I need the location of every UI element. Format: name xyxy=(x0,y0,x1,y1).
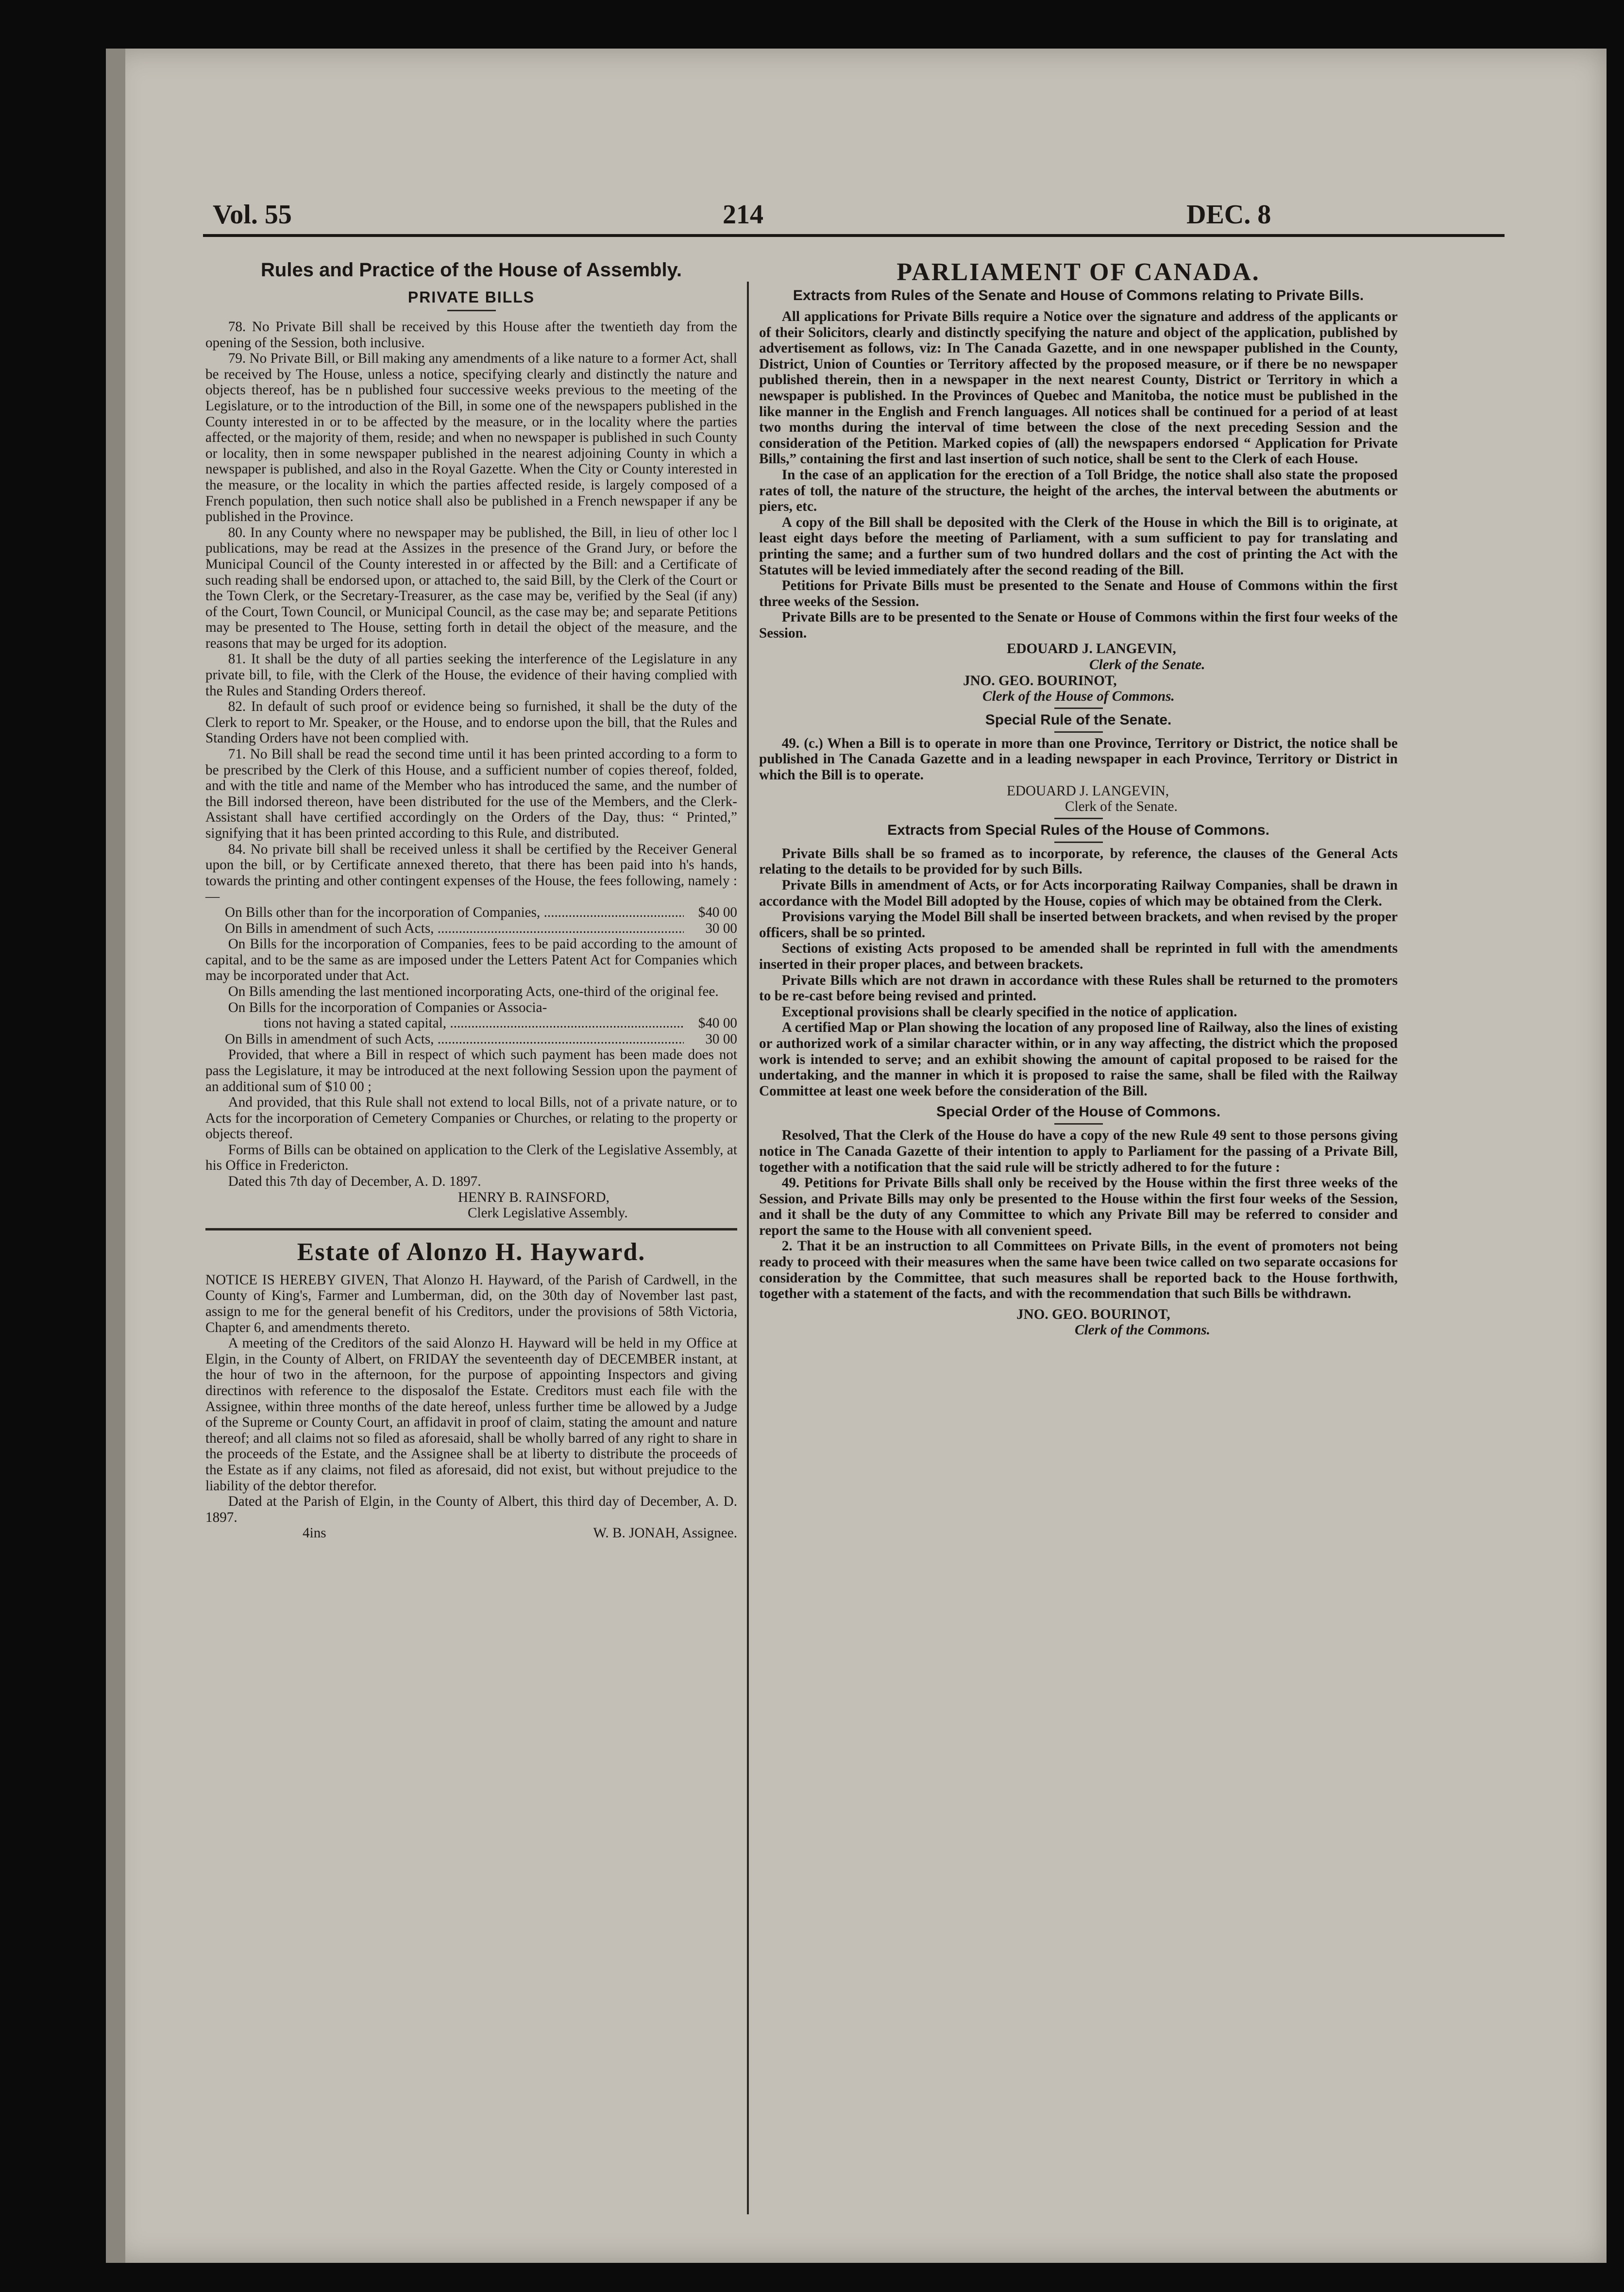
short-rule xyxy=(1054,818,1103,819)
presentation-para: Private Bills are to be presented to the Senate or House of Commons within the first four weeks of the Session. xyxy=(759,609,1398,641)
short-rule xyxy=(1054,842,1103,843)
signature-title: Clerk Legislative Assembly. xyxy=(468,1205,628,1221)
volume-number: Vol. 55 xyxy=(213,200,292,230)
newspaper-page xyxy=(111,49,1607,2263)
commons-clerk-name: JNO. GEO. BOURINOT, xyxy=(963,673,1117,689)
senate-clerk-name: EDOUARD J. LANGEVIN, xyxy=(1007,641,1176,657)
rule-84: 84. No private bill shall be received unless it shall be certified by the Receiver General upon the bill, or by Certificate annexed thereto, that there has been paid into h's hands, towards the printing and other contingent expenses of the House, the fees following, namely :— xyxy=(205,841,737,905)
special-senate-rule: 49. (c.) When a Bill is to operate in more than one Province, Territory or District, the notice shall be published in The Canada Gazette and in a leading newspaper in each Province, Territory or District in which the Bill is to operate. xyxy=(759,735,1398,783)
commons-clerk-title: Clerk of the House of Commons. xyxy=(982,689,1175,705)
provided-para: Provided, that where a Bill in respect of which such payment has been made does not pass the Legislature, it may be introduced at the next following Session upon the payment of an additional sum of $10 00 ; xyxy=(205,1047,737,1095)
commons-rule: Exceptional provisions shall be clearly specified in the notice of application. xyxy=(781,1004,1237,1020)
commons-rule: Private Bills in amendment of Acts, or for Acts incorporating Railway Companies, shall be drawn in accordance with the Model Bill adopted by the House, copies of which may be obtained from the Clerk. xyxy=(759,877,1398,909)
special-senate-title: Special Rule of the Senate. xyxy=(985,711,1172,728)
commons-rule: Private Bills shall be so framed as to incorporate, by reference, the clauses of the General Acts relating to the details to be provided for by such Bills. xyxy=(759,845,1398,877)
special-order-title: Special Order of the House of Commons. xyxy=(936,1104,1221,1120)
fee-line: tions not having a stated capital, ..... $40 00 xyxy=(205,1015,737,1031)
signature-name: HENRY B. RAINSFORD, xyxy=(458,1189,609,1205)
issue-date: DEC. 8 xyxy=(1186,200,1271,230)
senate-clerk-title-2: Clerk of the Senate. xyxy=(1065,799,1178,815)
assignee-signature: W. B. JONAH, Assignee. xyxy=(593,1525,737,1541)
fee-line: On Bills in amendment of such Acts, ..... 30 00 xyxy=(205,921,737,937)
senate-clerk-title: Clerk of the Senate. xyxy=(1089,657,1205,673)
rule-78: 78. No Private Bill shall be received by this House after the twentieth day from the opening of the Session, both inclusive. xyxy=(205,319,737,351)
commons-rule: Private Bills which are not drawn in accordance with these Rules shall be returned to the promoters to be re-cast before being revised and printed. xyxy=(759,972,1398,1004)
bill-copy-para: A copy of the Bill shall be deposited with the Clerk of the House in which the Bill is to originate, at least eight days before the meeting of Parliament, with a sum sufficient to pay for translating and printing the same; and a further sum of two hundred dollars and the cost of printing the Act with the Statutes will be levied immediately after the second reading of the Bill. xyxy=(759,514,1398,578)
commons-rule: A certified Map or Plan showing the location of any proposed line of Railway, also the lines of existing or authorized work of a similar character within, or in any way affecting, the district which the proposed work is intended to serve; and an exhibit showing the amount of capital proposed to be raised for the undertaking, and the manner in which it is proposed to raise the same, shall be filed with the Railway Committee at least one week before the consideration of the Bill. xyxy=(759,1020,1398,1099)
commons-rule: Sections of existing Acts proposed to be amended shall be reprinted in full with the amendments inserted in their proper places, and between brackets. xyxy=(759,941,1398,972)
estate-meeting: A meeting of the Creditors of the said Alonzo H. Hayward will be held in my Office at Elgin, in the County of Albert, on FRIDAY the seventeenth day of DECEMBER instant, at the hour of two in the afternoon, for the purpose of appointing Inspectors and giving directinos with reference to the disposalof the Estate. Creditors must each file with the Assignee, within three months of the date hereof, unless further time be allowed by a Judge of the Supreme or County Court, an affidavit in proof of claim, stating the amount and nature thereof; and all claims not so filed as aforesaid, shall be wholly barred of any right to share in the proceeds of the Estate, and the Assignee shall be at liberty to distribute the proceeds of the Estate as if any claims, not filed as aforesaid, did not exist, but without prejudice to the liability of the debtor therefor. xyxy=(205,1335,737,1494)
toll-bridge-para: In the case of an application for the erection of a Toll Bridge, the notice shall also state the proposed rates of toll, the nature of the structure, the height of the arches, the interval between the abutments or piers, etc. xyxy=(759,467,1398,515)
senate-clerk-name-2: EDOUARD J. LANGEVIN, xyxy=(1007,783,1169,799)
dated-line: Dated this 7th day of December, A. D. 1897. xyxy=(228,1174,481,1190)
commons-extracts-title: Extracts from Special Rules of the House of Commons. xyxy=(887,822,1269,838)
petitions-para: Petitions for Private Bills must be presented to the Senate and House of Commons within the first three weeks of the Session. xyxy=(759,578,1398,609)
rule-80: 80. In any County where no newspaper may be published, the Bill, in lieu of other loc l publications, may be read at the Assizes in the presence of the Grand Jury, or before the Municipal Council of the County interested in or affected by the Bill: and a Certificate of such reading shall be endorsed upon, or attached to, the said Bill, by the Clerk of the Court or the Town Clerk, or the Secretary-Treasurer, as the case may be, verified by the Seal (if any) of the Court, Town Council, or Municipal Council, as the case may be; and separate Petitions may be presented to The House, setting forth in detail the object of the measure, and the reasons that may be urged for its adoption. xyxy=(205,524,737,651)
extracts-subtitle: Extracts from Rules of the Senate and House of Commons relating to Private Bills. xyxy=(793,287,1364,303)
forms-para: Forms of Bills can be obtained on application to the Clerk of the Legislative Assembly, at his Office in Fredericton. xyxy=(205,1142,737,1174)
estate-notice: NOTICE IS HEREBY GIVEN, That Alonzo H. Hayward, of the Parish of Cardwell, in the County of King's, Farmer and Lumberman, did, on the 30th day of November last past, assign to me for the general benefit of his Creditors, under the provisions of 58th Victoria, Chapter 6, and amendments thereto. xyxy=(205,1272,737,1335)
column-divider xyxy=(747,282,749,2214)
short-rule xyxy=(447,310,496,311)
fee-capital-para: On Bills for the incorporation of Companies, fees to be paid according to the amount of capital, and to be the same as are imposed under the Letters Patent Act for Companies which may be incorporated under that Act. xyxy=(205,936,737,984)
rule-82: 82. In default of such proof or evidence being so furnished, it shall be the duty of the Clerk to report to Mr. Speaker, or the House, and to endorse upon the bill, that the Rules and Standing Orders have not been complied with. xyxy=(205,699,737,746)
estate-signature-row xyxy=(205,1525,737,1541)
notice-rules-para: All applications for Private Bills require a Notice over the signature and address of the applicants or of their Solicitors, clearly and distinctly specifying the nature and object of the application, published by advertisement as follows, viz: In The Canada Gazette, and in one newspaper published in the County, District, Union of Counties or Territory affected by the proposed measure, or if there be no newspaper published therein, then in a newspaper in the next nearest County, District or Territory in which a newspaper is published. In the Provinces of Quebec and Manitoba, the notice must be published in the like manner in the English and French languages. All notices shall be continued for a period of at least two months during the interval of time between the close of the next preceding Session and the consideration of the Petition. Marked copies of (all) the newspapers endorsed “ Application for Private Bills,” containing the first and last insertion of such notice, shall be sent to the Clerk of each House. xyxy=(759,309,1398,467)
header-rule xyxy=(203,234,1505,237)
special-order-para: 2. That it be an instruction to all Committees on Private Bills, in the event of promoters not being ready to proceed with their measures when the same have been twice called on two separate occasions for consideration by the Committee, that such measures shall be reported back to the House forthwith, together with a statement of the facts, and with the recommendation that such Bills be withdrawn. xyxy=(759,1238,1398,1302)
fee-line: On Bills in amendment of such Acts, ..... 30 00 xyxy=(205,1031,737,1047)
short-rule xyxy=(1054,1123,1103,1125)
section-rule xyxy=(205,1228,737,1230)
special-order-para: Resolved, That the Clerk of the House do have a copy of the new Rule 49 sent to those persons giving notice in The Canada Gazette of their intention to apply to Parliament for the passing of a Private Bill, together with a notification that the said rule will be strictly adhered to for the future : xyxy=(759,1128,1398,1175)
commons-clerk-name-2: JNO. GEO. BOURINOT, xyxy=(1016,1306,1170,1322)
fee-line: On Bills other than for the incorporation of Companies, ..... $40 00 xyxy=(205,905,737,921)
rules-title: Rules and Practice of the House of Assembly. xyxy=(261,259,682,281)
commons-clerk-title-2: Clerk of the Commons. xyxy=(1075,1322,1210,1338)
right-column xyxy=(759,257,1398,1338)
rule-71: 71. No Bill shall be read the second time until it has been printed according to a form to be prescribed by the Clerk of this House, and a sufficient number of copies thereof, folded, and with the title and name of the Member who has introduced the same, and the number of the Bill indorsed thereon, have been distributed for the use of the Members, and the Clerk-Assistant shall have certified accordingly on the Orders of the Day, thus: “ Printed,” signifying that it has been printed according to this Rule, and distributed. xyxy=(205,746,737,841)
rule-81: 81. It shall be the duty of all parties seeking the interference of the Legislature in any private bill, to file, with the Clerk of the House, the evidence of their having complied with the Rules and Standing Orders thereof. xyxy=(205,651,737,699)
page-edge xyxy=(106,49,125,2263)
page-number: 214 xyxy=(723,200,763,230)
left-column xyxy=(205,257,737,1541)
commons-rule: Provisions varying the Model Bill shall be inserted between brackets, and when revised by the proper officers, shall be so printed. xyxy=(759,909,1398,941)
estate-title: Estate of Alonzo H. Hayward. xyxy=(297,1238,646,1266)
and-provided-para: And provided, that this Rule shall not extend to local Bills, not of a private nature, or to Acts for the incorporation of Cemetery Companies or Churches, or relating to the property or objects thereof. xyxy=(205,1095,737,1142)
insertion-count: 4ins xyxy=(303,1525,326,1541)
short-rule xyxy=(1054,731,1103,733)
fee-assoc-line: On Bills for the incorporation of Companies or Associa- xyxy=(228,999,547,1015)
parliament-title: PARLIAMENT OF CANADA. xyxy=(897,258,1260,286)
fee-amend-para: On Bills amending the last mentioned incorporating Acts, one-third of the original fee. xyxy=(228,983,719,999)
special-order-para: 49. Petitions for Private Bills shall only be received by the House within the first three weeks of the Session, and Private Bills may only be presented to the House within the first four weeks of the Session, and it shall be the duty of any Committee to which any Private Bill may be referred to consider and report the same to the House with all convenient speed. xyxy=(759,1175,1398,1238)
rule-79: 79. No Private Bill, or Bill making any amendments of a like nature to a former Act, shall be received by The House, unless a notice, specifying clearly and distinctly the nature and objects thereof, has be n published four successive weeks previous to the meeting of the Legislature, or to the introduction of the Bill, in some one of the newspapers published in the County interested in or to be affected by the measure, or in the locality where the parties affected, or the majority of them, reside; and when no newspaper is published in such County or locality, then in some newspaper published in the nearest adjoining County in which a newspaper is published, and also in the Royal Gazette. When the City or County interested in the measure, or the locality in which the parties affected reside, is largely composed of a French population, then such notice shall also be published in a French newspaper if any be published in the Province. xyxy=(205,351,737,525)
private-bills-heading: PRIVATE BILLS xyxy=(407,288,535,306)
short-rule xyxy=(1054,708,1103,709)
estate-dated: Dated at the Parish of Elgin, in the County of Albert, this third day of December, A. D. 1897. xyxy=(205,1494,737,1525)
